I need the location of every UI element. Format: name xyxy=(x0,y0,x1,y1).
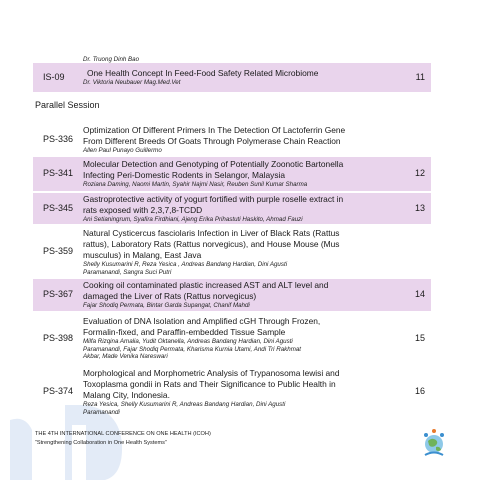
session-code: PS-336 xyxy=(43,133,74,144)
paper-authors: Roziana Daming, Naomi Martin, Syahir Najmi Nasir, Reuben Sunil Kumar Sharma xyxy=(83,181,308,189)
paper-authors: Allen Paul Punayo Guillermo xyxy=(83,147,162,154)
paper-title: Evaluation of DNA Isolation and Amplified cGH Through Frozen, xyxy=(83,316,321,327)
program-row xyxy=(33,63,431,92)
paper-title: musculus) in Malang, East Java xyxy=(83,250,202,260)
page-number: 16 xyxy=(414,386,425,396)
paper-title: Molecular Detection and Genotyping of Potentially Zoonotic Bartonella xyxy=(83,159,344,170)
section-heading: Parallel Session xyxy=(35,100,100,110)
footer-tagline: “Strengthening Collaboration in One Health Systems” xyxy=(35,440,167,446)
page-number: 12 xyxy=(414,168,425,178)
paper-title: Formalin-fixed, and Paraffin-embedded Tissue Sample xyxy=(83,327,286,338)
session-code: PS-374 xyxy=(43,386,74,396)
paper-authors: Paramanandi xyxy=(83,408,120,416)
paper-title: From Different Breeds Of Goats Through Polymerase Chain Reaction xyxy=(83,136,341,146)
paper-authors: Paramanandi, Fajar Shodiq Permata, Kharisma Kurnia Utami, Andi Tri Rakhmat xyxy=(83,345,302,353)
paper-title: One Health Concept In Feed-Food Safety Related Microbiome xyxy=(87,68,319,79)
program-row xyxy=(33,124,431,155)
paper-authors: Shelly Kusumarini R, Reza Yesica , Andreas Bandang Hardian, Dini Agusti xyxy=(83,261,288,268)
page-number: 13 xyxy=(414,202,425,213)
session-speaker: Dr. Truong Dinh Bao xyxy=(83,56,140,63)
paper-authors: Milfa Rizqina Amalia, Yudit Oktanella, Andreas Bandang Hardian, Dini Agusti xyxy=(83,338,293,346)
program-row xyxy=(33,279,431,311)
program-row xyxy=(33,157,431,191)
paper-title: Cooking oil contaminated plastic increased AST and ALT level and xyxy=(83,280,329,291)
session-code: PS-367 xyxy=(43,289,74,299)
page-number: 15 xyxy=(414,332,425,343)
paper-title: Optimization Of Different Primers In The Detection Of Lactoferrin Gene xyxy=(83,125,346,135)
page-number: 11 xyxy=(415,71,425,82)
paper-authors: Akbar, Made Venika Nareswari xyxy=(83,353,168,361)
program-row xyxy=(33,193,431,224)
paper-title: rattus), Laboratory Rats (Rattus norvegicus), and House Mouse (Mus xyxy=(83,239,340,249)
icoh-globe-logo-icon xyxy=(420,426,448,458)
paper-title: Gastroprotective activity of yogurt fortified with purple roselle extract in xyxy=(83,194,344,204)
paper-title: rats exposed with 2,3,7,8-TCDD xyxy=(83,205,203,215)
paper-authors: Dr. Viktoria Neubauer Mag.Med.Vet xyxy=(83,79,181,87)
program-row xyxy=(33,225,431,279)
paper-title: Malang City, Indonesia. xyxy=(83,390,170,400)
session-code: IS-09 xyxy=(43,71,65,82)
session-code: PS-398 xyxy=(43,332,74,343)
session-code: PS-341 xyxy=(43,168,74,178)
footer-conference-name: THE 4TH INTERNATIONAL CONFERENCE ON ONE HEALTH (ICOH) xyxy=(35,431,211,437)
paper-authors: Reza Yesica, Shelly Kusumarini R, Andreas Bandang Hardian, Dini Agusti xyxy=(83,401,286,408)
session-code: PS-359 xyxy=(43,246,74,256)
session-code: PS-345 xyxy=(43,202,74,213)
program-row xyxy=(33,312,431,365)
paper-title: damaged the Liver of Rats (Rattus norvegicus) xyxy=(83,291,257,302)
paper-authors: Fajar Shodiq Permata, Bintar Garda Supangat, Chanif Mahdi xyxy=(83,302,250,310)
paper-title: Morphological and Morphometric Analysis of Trypanosoma lewisi and xyxy=(83,368,340,378)
paper-authors: Paramanandi, Sangra Suci Putri xyxy=(83,268,172,276)
paper-title: Toxoplasma gondii in Rats and Their Significance to Public Health in xyxy=(83,379,336,389)
page-number: 14 xyxy=(414,289,425,299)
paper-authors: Ani Setianingrum, Syafira Firdhiani, Ajeng Erika Prihastuti Haskito, Ahmad Fauzi xyxy=(83,216,303,223)
program-row xyxy=(33,366,431,418)
paper-title: Natural Cysticercus fasciolaris Infection in Liver of Black Rats (Rattus xyxy=(83,228,340,238)
paper-title: Infecting Peri-Domestic Rodents in Selangor, Malaysia xyxy=(83,170,286,181)
